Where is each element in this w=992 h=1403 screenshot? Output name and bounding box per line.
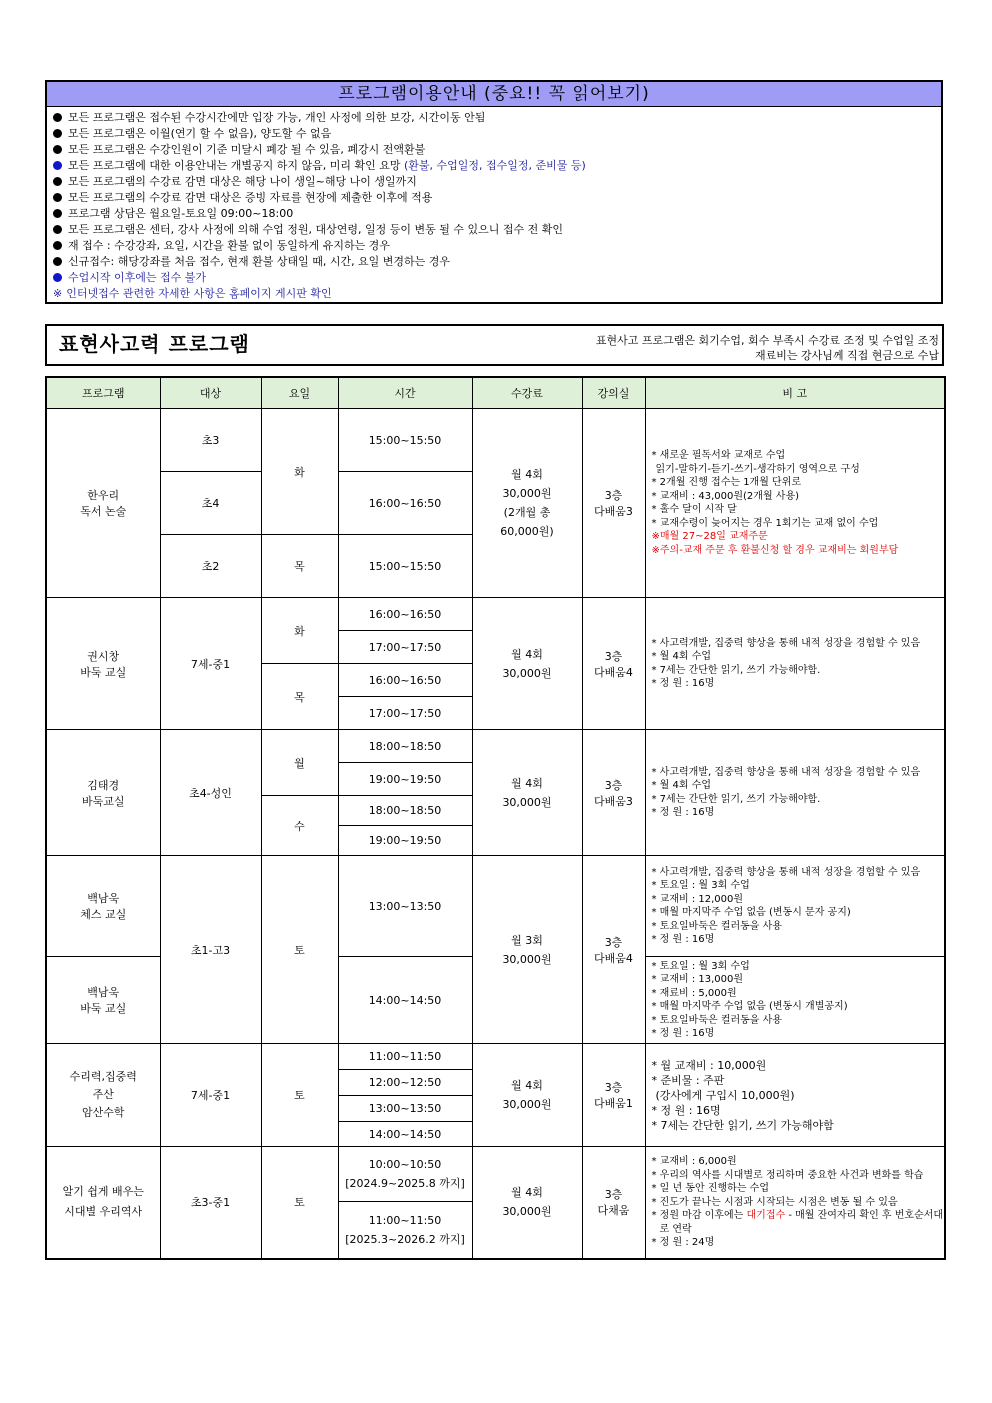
day: 화: [261, 598, 338, 664]
table-row: [46, 409, 945, 472]
notice-item: 모든 프로그램의 수강료 감면 대상은 증빙 자료를 현장에 제출한 이후에 적용: [53, 190, 941, 206]
bullet-icon: [53, 113, 62, 122]
col-header: 시간: [338, 377, 472, 409]
fee: 월 4회 30,000원: [472, 730, 582, 856]
day: 수: [261, 796, 338, 856]
time: 19:00~19:50: [338, 763, 472, 796]
day: 목: [261, 664, 338, 730]
notice-item: 프로그램 상담은 월요일-토요일 09:00~18:00: [53, 206, 941, 222]
notice-box: [45, 80, 943, 304]
notes: * 사고력개발, 집중력 향상을 통해 내적 성장을 경험할 수 있음 * 월 4회 수업 * 7세는 간단한 읽기, 쓰기 가능해야함. * 정 원 : 16명: [645, 730, 945, 856]
table-row: [46, 730, 945, 763]
col-header: 강의실: [582, 377, 645, 409]
target: 초2: [160, 535, 261, 598]
fee: 월 4회 30,000원: [472, 598, 582, 730]
program-table: [45, 376, 946, 1260]
bullet-icon: [53, 145, 62, 154]
target: 7세-중1: [160, 598, 261, 730]
target: 초1-고3: [160, 856, 261, 1044]
notes: * 월 교재비 : 10,000원 * 준비물 : 주판 (강사에게 구입시 10,000원) * 정 원 : 16명 * 7세는 간단한 읽기, 쓰기 가능해야함: [645, 1044, 945, 1147]
notice-item: 모든 프로그램은 이월(연기 할 수 없음), 양도할 수 없음: [53, 126, 941, 142]
fee: 월 4회 30,000원: [472, 1147, 582, 1259]
room: 3층 다배움3: [582, 730, 645, 856]
table-row: [46, 598, 945, 631]
table-header-row: [46, 377, 945, 409]
time: 16:00~16:50: [338, 472, 472, 535]
col-header: 비 고: [645, 377, 945, 409]
time: 14:00~14:50: [338, 957, 472, 1044]
fee: 월 3회 30,000원: [472, 856, 582, 1044]
target: 7세-중1: [160, 1044, 261, 1147]
bullet-icon: [53, 209, 62, 218]
target: 초4-성인: [160, 730, 261, 856]
notice-item: 모든 프로그램은 센터, 강사 사정에 의해 수업 정원, 대상연령, 일정 등이 변동 될 수 있으니 접수 전 확인: [53, 222, 941, 238]
time: 10:00~10:50 [2024.9~2025.8 까지]: [338, 1147, 472, 1202]
time: 19:00~19:50: [338, 826, 472, 856]
program-name: 한우리 독서 논술: [46, 409, 160, 598]
notice-title: 프로그램이용안내 (중요!! 꼭 읽어보기): [47, 82, 941, 107]
time: 12:00~12:50: [338, 1070, 472, 1096]
notice-item: 재 접수 : 수강강좌, 요일, 시간을 환불 없이 동일하게 유지하는 경우: [53, 238, 941, 254]
program-name: 백남욱 바둑 교실: [46, 957, 160, 1044]
time: 11:00~11:50 [2025.3~2026.2 까지]: [338, 1202, 472, 1259]
program-name: 김태경 바둑교실: [46, 730, 160, 856]
bullet-icon: [53, 129, 62, 138]
bullet-icon: [53, 177, 62, 186]
col-header: 대상: [160, 377, 261, 409]
program-name: 알기 쉽게 배우는 시대별 우리역사: [46, 1147, 160, 1259]
time: 18:00~18:50: [338, 730, 472, 763]
target: 초3: [160, 409, 261, 472]
bullet-icon: [53, 193, 62, 202]
fee: 월 4회 30,000원: [472, 1044, 582, 1147]
time: 13:00~13:50: [338, 856, 472, 957]
table-row: [46, 1044, 945, 1070]
time: 17:00~17:50: [338, 631, 472, 664]
room: 3층 다배움3: [582, 409, 645, 598]
time: 14:00~14:50: [338, 1122, 472, 1147]
bullet-icon: [53, 225, 62, 234]
time: 15:00~15:50: [338, 535, 472, 598]
table-row: [46, 856, 945, 957]
program-name: 백남욱 체스 교실: [46, 856, 160, 957]
notice-item: 신규접수: 해당강좌를 처음 접수, 현재 환불 상태일 때, 시간, 요일 변경하는 경우: [53, 254, 941, 270]
room: 3층 다배움1: [582, 1044, 645, 1147]
notes: * 새로운 필독서와 교재로 수업 읽기-말하기-듣기-쓰기-생각하기 영역으로 구성 * 2개월 진행 접수는 1개월 단위로 * 교재비 : 43,000원(2개월 사용) * 홀수 달이 시작 달 * 교재수령이 늦어지는 경우 1회기는 교재 없이 수업 ※매월 27~28일 교재주문 ※주의-교재 주문 후 환불신청 할 경우 교재비는 회원부담: [645, 409, 945, 598]
time: 15:00~15:50: [338, 409, 472, 472]
day: 토: [261, 1044, 338, 1147]
col-header: 수강료: [472, 377, 582, 409]
notice-item: 모든 프로그램의 수강료 감면 대상은 해당 나이 생일~해당 나이 생일까지: [53, 174, 941, 190]
program-name: 수리력,집중력 주산 암산수학: [46, 1044, 160, 1147]
notes: * 토요일 : 월 3회 수업 * 교재비 : 13,000원 * 재료비 : 5,000원 * 매월 마지막주 수업 없음 (변동시 개별공지) * 토요일바둑은 컬러동을 사용 * 정 원 : 16명: [645, 957, 945, 1044]
fee: 월 4회 30,000원 (2개월 총 60,000원): [472, 409, 582, 598]
notes: * 교재비 : 6,000원 * 우리의 역사를 시대별로 정리하며 중요한 사건과 변화를 학습 * 일 년 동안 진행하는 수업 * 진도가 끝나는 시점과 시작되는 시점은 변동 될 수 있음 * 정원 마감 이후에는 대기접수 - 매월 잔여자리 확인 후 번호순서대로 연락 * 정 원 : 24명: [645, 1147, 945, 1259]
room: 3층 다배움4: [582, 598, 645, 730]
day: 목: [261, 535, 338, 598]
time: 13:00~13:50: [338, 1096, 472, 1122]
notice-item: 모든 프로그램은 수강인원이 기준 미달시 폐강 될 수 있음, 폐강시 전액환불: [53, 142, 941, 158]
table-row: [46, 1147, 945, 1202]
notice-item: 모든 프로그램은 접수된 수강시간에만 입장 가능, 개인 사정에 의한 보강, 시간이동 안됨: [53, 110, 941, 126]
target: 초4: [160, 472, 261, 535]
notes: * 사고력개발, 집중력 향상을 통해 내적 성장을 경험할 수 있음 * 토요일 : 월 3회 수업 * 교재비 : 12,000원 * 매월 마지막주 수업 없음 (변동시 문자 공지) * 토요일바둑은 컬러동을 사용 * 정 원 : 16명: [645, 856, 945, 957]
time: 17:00~17:50: [338, 697, 472, 730]
bullet-icon: [53, 257, 62, 266]
bullet-icon: [53, 161, 62, 170]
day: 토: [261, 856, 338, 1044]
notice-item: 모든 프로그램에 대한 이용안내는 개별공지 하지 않음, 미리 확인 요망 (환불, 수업일정, 접수일정, 준비물 등): [53, 158, 941, 174]
bullet-icon: [53, 273, 62, 282]
time: 18:00~18:50: [338, 796, 472, 826]
day: 화: [261, 409, 338, 535]
time: 16:00~16:50: [338, 664, 472, 697]
time: 16:00~16:50: [338, 598, 472, 631]
section-note: 표현사고 프로그램은 회기수업, 회수 부족시 수강료 조정 및 수업일 조정 재료비는 강사님께 직접 현금으로 수납: [595, 334, 939, 362]
col-header: 요일: [261, 377, 338, 409]
notice-item: ※ 인터넷접수 관련한 자세한 사항은 홈페이지 게시판 확인: [53, 287, 332, 300]
room: 3층 다채움: [582, 1147, 645, 1259]
section-header: [45, 324, 944, 366]
notice-list: [47, 107, 941, 302]
program-name: 권시창 바둑 교실: [46, 598, 160, 730]
reference-mark-icon: ※: [53, 287, 63, 300]
day: 토: [261, 1147, 338, 1259]
room: 3층 다배움4: [582, 856, 645, 1044]
section-title: 표현사고력 프로그램: [59, 332, 250, 356]
day: 월: [261, 730, 338, 796]
col-header: 프로그램: [46, 377, 160, 409]
bullet-icon: [53, 241, 62, 250]
notice-item: 수업시작 이후에는 접수 불가: [53, 270, 941, 286]
time: 11:00~11:50: [338, 1044, 472, 1070]
notes: * 사고력개발, 집중력 향상을 통해 내적 성장을 경험할 수 있음 * 월 4회 수업 * 7세는 간단한 읽기, 쓰기 가능해야함. * 정 원 : 16명: [645, 598, 945, 730]
target: 초3-중1: [160, 1147, 261, 1259]
